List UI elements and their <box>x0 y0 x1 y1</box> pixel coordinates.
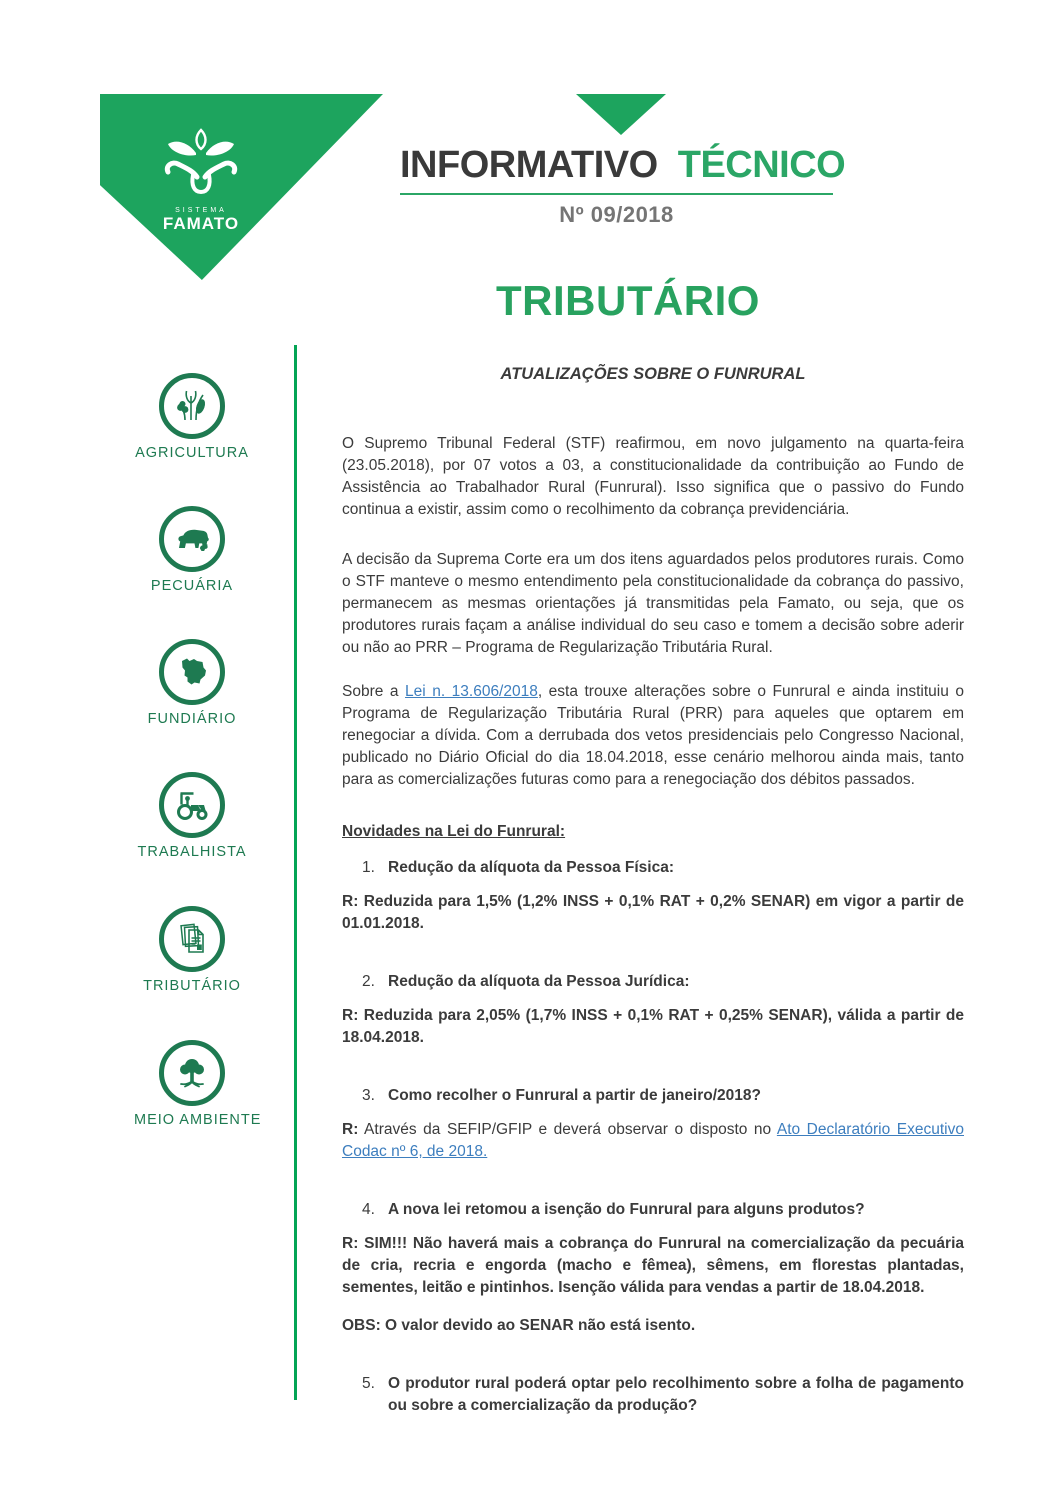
header <box>400 94 846 228</box>
question-item-4 <box>342 1199 964 1221</box>
answer-text: R: Reduzida para 1,5% (1,2% INSS + 0,1% RAT + 0,2% SENAR) em vigor a partir de 01.01.2018. <box>342 893 964 932</box>
question-number: 2. <box>362 973 375 990</box>
question-text: Redução da alíquota da Pessoa Física: <box>388 859 674 876</box>
paragraph-text: Sobre a <box>342 683 406 700</box>
question-item-5 <box>342 1373 964 1417</box>
svg-text:FAMATO: FAMATO <box>162 214 240 233</box>
question-number: 4. <box>362 1201 375 1218</box>
documents-icon <box>159 906 225 972</box>
paragraph: A decisão da Suprema Corte era um dos itens aguardados pelos produtores rurais. Como o STF manteve o mesmo entendimento pela constitucionalidade da cobrança do passivo, permanecem as mesmas orientações já transmitidas pela Famato, ou seja, que os produtores rurais façam a análise individual do seu caso e tomem a decisão sobre aderir ou não ao PRR – Programa de Regularização Tributária Rural. <box>342 551 964 656</box>
sidebar-item-trabalhista <box>134 772 250 860</box>
answer-prefix: R: <box>342 1121 359 1138</box>
sidebar-item-agricultura <box>134 373 250 461</box>
crops-icon <box>159 373 225 439</box>
ato-declaratorio-link[interactable]: Ato Declaratório Executivo Codac nº 6, de 2018. <box>342 1121 964 1160</box>
state-map-icon <box>159 639 225 705</box>
list-heading: Novidades na Lei do Funrural: <box>342 823 566 840</box>
svg-text:SISTEMA: SISTEMA <box>175 207 227 214</box>
paragraph-text: , esta trouxe alterações sobre o Funrural e ainda instituiu o Programa de Regularização Tributária Rural (PRR) para aqueles que optarem em renegociar a dívida. Com a derrubada dos vetos presidenciais pelo Congresso Nacional, publicado no Diário Oficial do dia 18.04.2018, esse cenário melhorou ainda mais, tanto para as comercializações futuras como para a renegociação dos débitos passados. <box>342 683 965 788</box>
question-number: 5. <box>362 1374 375 1392</box>
answer-text <box>342 1119 964 1163</box>
question-item-2 <box>342 971 964 993</box>
sidebar-item-meio-ambiente <box>134 1040 262 1128</box>
sidebar-label: AGRICULTURA <box>135 445 249 461</box>
sidebar-label: TRABALHISTA <box>137 844 247 860</box>
sidebar-item-tributario <box>134 906 250 994</box>
question-item-3 <box>342 1085 964 1107</box>
lei-13606-link[interactable]: Lei n. 13.606/2018 <box>405 683 538 700</box>
category-sidebar <box>134 0 262 1496</box>
paragraph <box>342 681 964 791</box>
article-content <box>342 363 964 1417</box>
sidebar-item-pecuaria <box>134 506 250 594</box>
question-text: A nova lei retomou a isenção do Funrural para alguns produtos? <box>388 1201 865 1218</box>
question-text: Redução da alíquota da Pessoa Jurídica: <box>388 973 690 990</box>
answer-text: R: SIM!!! Não haverá mais a cobrança do Funrural na comercialização da pecuária de cria, recria e engorda (macho e fêmea), sêmens, em florestas plantadas, sementes, leitão e pintinhos. Isenção válida para vendas a partir de 18.04.2018. <box>342 1235 964 1296</box>
answer-body: Através da SEFIP/GFIP e deverá observar o disposto no <box>358 1121 777 1138</box>
title-underline <box>400 193 833 195</box>
question-number: 3. <box>362 1087 375 1104</box>
question-item-1 <box>342 857 964 879</box>
sidebar-item-fundiario <box>134 639 250 727</box>
answer-text: R: Reduzida para 2,05% (1,7% INSS + 0,1% RAT + 0,25% SENAR), válida a partir de 18.04.2018. <box>342 1007 964 1046</box>
tree-icon <box>159 1040 225 1106</box>
sidebar-label: TRIBUTÁRIO <box>143 978 241 994</box>
title-informativo: INFORMATIVO <box>400 144 658 186</box>
sidebar-label: PECUÁRIA <box>150 578 234 594</box>
sidebar-label: FUNDIÁRIO <box>147 711 237 727</box>
question-text: O produtor rural poderá optar pelo recolhimento sobre a folha de pagamento ou sobre a comercialização da produção? <box>388 1374 964 1414</box>
question-text: Como recolher o Funrural a partir de janeiro/2018? <box>388 1087 761 1104</box>
issue-number: Nº 09/2018 <box>559 202 674 227</box>
tractor-icon <box>159 772 225 838</box>
section-title: TRIBUTÁRIO <box>496 277 760 324</box>
article-subtitle: ATUALIZAÇÕES SOBRE O FUNRURAL <box>500 365 806 383</box>
title-tecnico: TÉCNICO <box>677 144 846 186</box>
cattle-icon <box>159 506 225 572</box>
sidebar-label: MEIO AMBIENTE <box>134 1112 262 1128</box>
vertical-divider <box>294 345 297 1400</box>
answer-note: OBS: O valor devido ao SENAR não está isento. <box>342 1316 696 1334</box>
question-number: 1. <box>362 859 375 876</box>
paragraph: O Supremo Tribunal Federal (STF) reafirmou, em novo julgamento na quarta-feira (23.05.2018), por 07 votos a 03, a constitucionalidade da contribuição ao Fundo de Assistência ao Trabalhador Rural (Funrural). Isso significa que o passivo do Fundo continua a existir, assim como o recolhimento da cobrança previdenciária. <box>342 435 964 518</box>
